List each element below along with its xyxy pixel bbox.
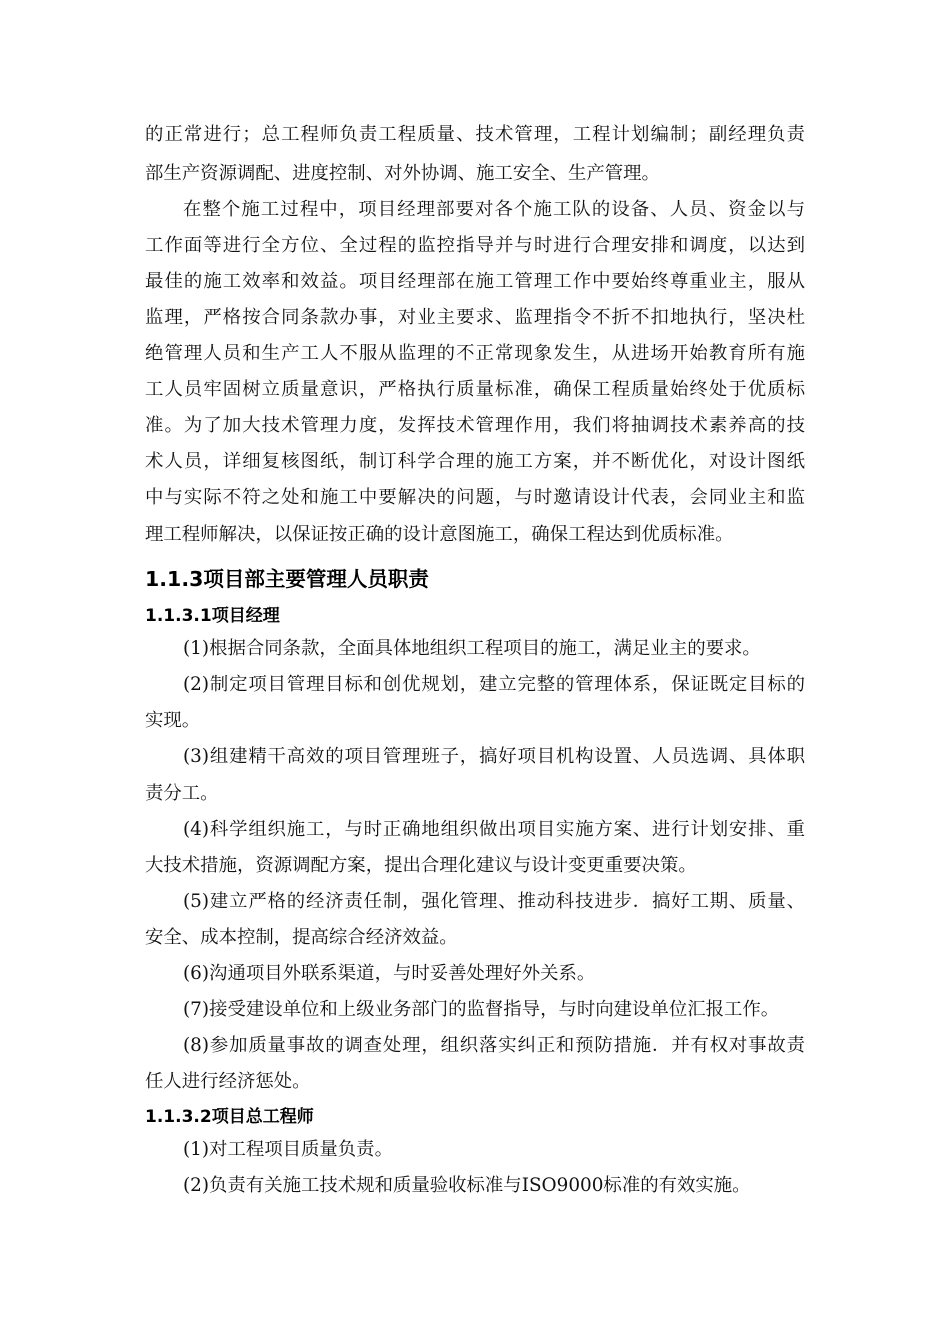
paragraph-line: 工人员牢固树立质量意识，严格执行质量标准，确保工程质量始终处于优质标 xyxy=(145,379,805,400)
paragraph-line: 准。为了加大技术管理力度，发挥技术管理作用，我们将抽调技术素养高的技 xyxy=(145,415,805,436)
list-item: (4)科学组织施工，与时正确地组织做出项目实施方案、进行计划安排、重 xyxy=(183,819,805,840)
list-item: (7)接受建设单位和上级业务部门的监督指导，与时向建设单位汇报工作。 xyxy=(183,999,780,1020)
list-item: (1)对工程项目质量负责。 xyxy=(183,1139,393,1160)
list-item-continuation: 实现。 xyxy=(145,710,201,731)
section-heading: 1.1.3项目部主要管理人员职责 xyxy=(145,567,429,591)
paragraph-line: 最佳的施工效率和效益。项目经理部在施工管理工作中要始终尊重业主，服从 xyxy=(145,271,805,292)
paragraph-line: 术人员，详细复核图纸，制订科学合理的施工方案，并不断优化，对设计图纸 xyxy=(145,451,805,472)
list-item: (2)负责有关施工技术规和质量验收标准与ISO9000标准的有效实施。 xyxy=(183,1175,751,1196)
list-item: (3)组建精干高效的项目管理班子，搞好项目机构设置、人员选调、具体职 xyxy=(183,746,805,767)
list-item: (2)制定项目管理目标和创优规划，建立完整的管理体系，保证既定目标的 xyxy=(183,674,805,695)
list-item-continuation: 安全、成本控制，提高综合经济效益。 xyxy=(145,927,458,948)
subsection-heading: 1.1.3.1项目经理 xyxy=(145,606,280,626)
list-item-continuation: 任人进行经济惩处。 xyxy=(145,1071,311,1092)
paragraph-line: 工作面等进行全方位、全过程的监控指导并与时进行合理安排和调度，以达到 xyxy=(145,235,805,256)
list-item: (1)根据合同条款，全面具体地组织工程项目的施工，满足业主的要求。 xyxy=(183,638,761,659)
paragraph-line: 中与实际不符之处和施工中要解决的问题，与时邀请设计代表，会同业主和监 xyxy=(145,487,805,508)
paragraph-line: 监理，严格按合同条款办事，对业主要求、监理指令不折不扣地执行，坚决杜 xyxy=(145,307,805,328)
list-item: (8)参加质量事故的调查处理，组织落实纠正和预防措施．并有权对事故责 xyxy=(183,1035,805,1056)
paragraph-line: 部生产资源调配、进度控制、对外协调、施工安全、生产管理。 xyxy=(145,163,660,184)
list-item: (6)沟通项目外联系渠道，与时妥善处理好外关系。 xyxy=(183,963,596,984)
list-item-continuation: 大技术措施，资源调配方案，提出合理化建议与设计变更重要决策。 xyxy=(145,855,697,876)
paragraph-line: 在整个施工过程中，项目经理部要对各个施工队的设备、人员、资金以与 xyxy=(183,199,805,220)
list-item-continuation: 责分工。 xyxy=(145,783,219,804)
list-item: (5)建立严格的经济责任制，强化管理、推动科技进步．搞好工期、质量、 xyxy=(183,891,805,912)
paragraph-line: 绝管理人员和生产工人不服从监理的不正常现象发生，从进场开始教育所有施 xyxy=(145,343,805,364)
paragraph-line: 的正常进行；总工程师负责工程质量、技术管理，工程计划编制；副经理负责 xyxy=(145,124,805,145)
subsection-heading: 1.1.3.2项目总工程师 xyxy=(145,1107,314,1127)
paragraph-line: 理工程师解决，以保证按正确的设计意图施工，确保工程达到优质标准。 xyxy=(145,524,734,545)
